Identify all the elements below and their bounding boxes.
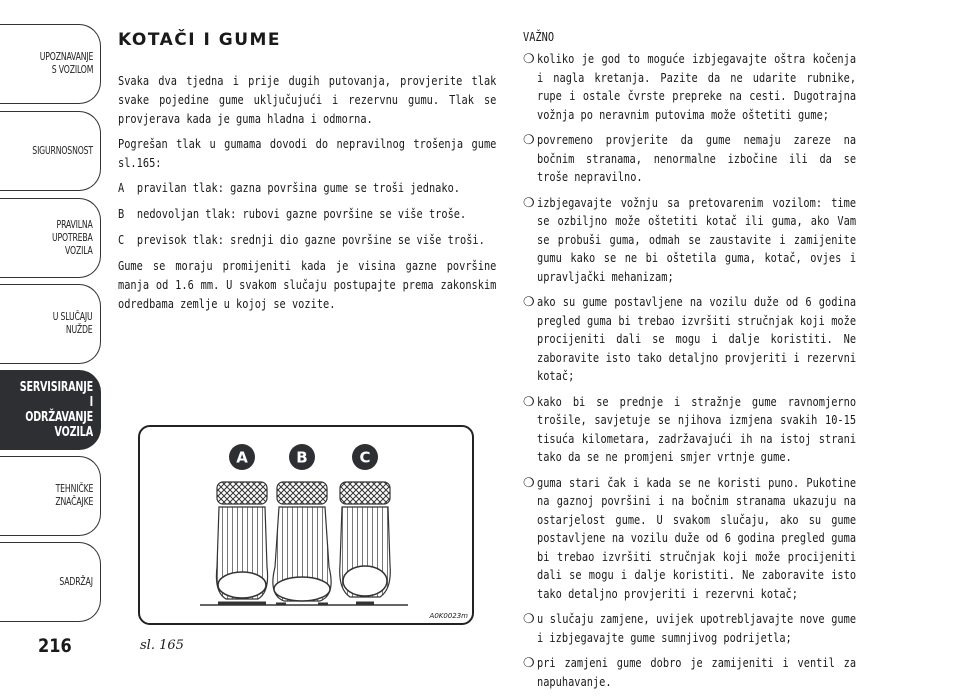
badge-c bbox=[352, 444, 378, 470]
badge-a-label: A bbox=[236, 448, 248, 467]
bullet-icon: ❍ bbox=[523, 195, 535, 211]
important-list bbox=[523, 50, 908, 691]
list-key: C bbox=[118, 233, 125, 247]
badge-b bbox=[289, 444, 315, 470]
important-section bbox=[523, 28, 908, 698]
tyre-b bbox=[273, 482, 331, 604]
list-text: nedovoljan tlak: rubovi gazne površine se više troše. bbox=[136, 207, 467, 221]
pressure-list bbox=[118, 179, 496, 250]
bullet-text: povremeno provjerite da gume nemaju zareze na bočnim stranama, nenormalne izbočine ili da se troše nepravilno. bbox=[537, 133, 857, 184]
tab-label: PRAVILNA UPOTREBA VOZILA bbox=[52, 218, 93, 257]
bullet-icon: ❍ bbox=[523, 656, 535, 671]
tab-tehnicke-znacajke[interactable] bbox=[0, 456, 101, 536]
tab-label: U SLUČAJU NUŽDE bbox=[53, 311, 93, 336]
bullet-text: izbjegavajte vožnju sa pretovarenim vozilom: time se ozbiljno može oštetiti kotač ili guma, ako Vam se probuši guma, odmah se zaustavite i zamijenite gumu kako se ne bi oštetila guma, kotač, ovjes i upravljački mehanizam; bbox=[537, 195, 857, 284]
figure-caption: sl. 165 bbox=[140, 638, 184, 653]
badge-a bbox=[229, 444, 255, 470]
badge-b-label: B bbox=[296, 448, 308, 467]
bullet-text: kako bi se prednje i stražnje gume ravnomjerno trošile, savjetuje se njihova izmjena svakih 10-15 tisuća kilometara, zadržavajući ih na istoj strani tako da se ne promjeni smjer vrtnje gume. bbox=[537, 394, 857, 464]
bullet-icon: ❍ bbox=[523, 133, 535, 148]
important-heading: VAŽNO bbox=[523, 30, 555, 44]
tyres-section bbox=[118, 30, 496, 320]
tab-servisiranje-i-odrzavanje[interactable] bbox=[0, 370, 101, 450]
bullet-icon: ❍ bbox=[523, 295, 535, 310]
tab-label: TEHNIČKE ZNAČAJKE bbox=[55, 483, 93, 508]
bullet-text: ako su gume postavljene na vozilu duže od 6 godina pregled guma bi trebao izvršiti stručnjak koji može procijeniti dali se mogu i dalje koristiti. Ne zaboravite isto tako detaljno provjeriti i rezervni kotač; bbox=[537, 295, 857, 383]
bullet-icon: ❍ bbox=[523, 612, 535, 627]
list-item bbox=[523, 194, 908, 287]
list-item bbox=[523, 50, 908, 124]
tab-pravilna-upotreba-vozila[interactable] bbox=[0, 198, 101, 278]
tab-u-slucaju-nuzde[interactable] bbox=[0, 284, 101, 364]
figure-code: A0K0023m bbox=[429, 612, 468, 620]
section-title: KOTAČI I GUME bbox=[118, 30, 282, 50]
tab-upoznavanje-s-vozilom[interactable] bbox=[0, 24, 101, 104]
badge-c-label: C bbox=[359, 448, 371, 467]
list-item bbox=[118, 205, 496, 224]
bullet-icon: ❍ bbox=[523, 394, 535, 410]
tyre-a bbox=[216, 482, 267, 603]
closing-paragraph: Gume se moraju promijeniti kada je visina gazne površine manja od 1.6 mm. U svakom slučaju postupajte prema zakonskim odredbama zemlje u kojoj se vozite. bbox=[118, 259, 497, 311]
page-number: 216 bbox=[38, 635, 72, 657]
list-item bbox=[523, 131, 908, 187]
bullet-text: koliko je god to moguće izbjegavajte oštra kočenja i nagla kretanja. Pazite da ne udarite rubnike, rupe i ostale čvrste prepreke na cesti. Dugotrajna vožnja po neravnim putovima može oštetiti gume; bbox=[537, 52, 857, 122]
list-key: A bbox=[118, 181, 125, 195]
tyre-wear-illustration bbox=[140, 427, 471, 622]
list-item bbox=[523, 293, 908, 386]
tab-label: UPOZNAVANJE S VOZILOM bbox=[39, 51, 93, 76]
list-text: pravilan tlak: gazna površina gume se troši jednako. bbox=[136, 181, 461, 195]
intro-paragraph: Svaka dva tjedna i prije dugih putovanja, provjerite tlak svake pojedine gume uključujući i rezervnu gumu. Tlak se provjerava kada je guma hladna i odmorna. bbox=[118, 74, 497, 126]
tyre-c bbox=[340, 482, 391, 603]
bullet-icon: ❍ bbox=[523, 475, 535, 491]
tyre-wear-figure bbox=[138, 425, 474, 625]
tab-label: SIGURNOSNOST bbox=[32, 144, 93, 157]
bullet-icon: ❍ bbox=[523, 52, 535, 67]
list-item bbox=[523, 474, 908, 604]
lead-paragraph: Pogrešan tlak u gumama dovodi do nepravilnog trošenja gume sl.165: bbox=[118, 137, 497, 170]
list-item bbox=[523, 654, 908, 691]
tab-label: SERVISIRANJE I ODRŽAVANJE VOZILA bbox=[19, 380, 94, 440]
list-item bbox=[523, 393, 908, 467]
list-text: previsok tlak: srednji dio gazne površine se više troši. bbox=[136, 233, 485, 247]
list-item bbox=[523, 610, 908, 647]
tab-label: SADRŽAJ bbox=[59, 575, 93, 588]
list-item bbox=[118, 179, 496, 198]
bullet-text: pri zamjeni gume dobro je zamijeniti i ventil za napuhavanje. bbox=[537, 656, 857, 689]
list-key: B bbox=[118, 207, 125, 221]
bullet-text: u slučaju zamjene, uvijek upotrebljavajte nove gume i izbjegavajte gume sumnjivog podrijetla; bbox=[537, 612, 857, 645]
list-item bbox=[118, 231, 496, 250]
bullet-text: guma stari čak i kada se ne koristi puno. Pukotine na gaznoj površini i na bočnim stranama ukazuju na ostarjelost gume. U svakom slučaju, ako su gume postavljene na vozilu duže od 6 godina pregled guma bi trebao izvršiti stručnjak koji može procijeniti dali se mogu i dalje koristiti. Ne zaboravite isto tako detaljno provjeriti i rezervni kotač; bbox=[537, 475, 857, 601]
tab-sadrzaj[interactable] bbox=[0, 542, 101, 622]
tab-sigurnosnost[interactable] bbox=[0, 111, 101, 191]
section-body bbox=[118, 72, 496, 314]
